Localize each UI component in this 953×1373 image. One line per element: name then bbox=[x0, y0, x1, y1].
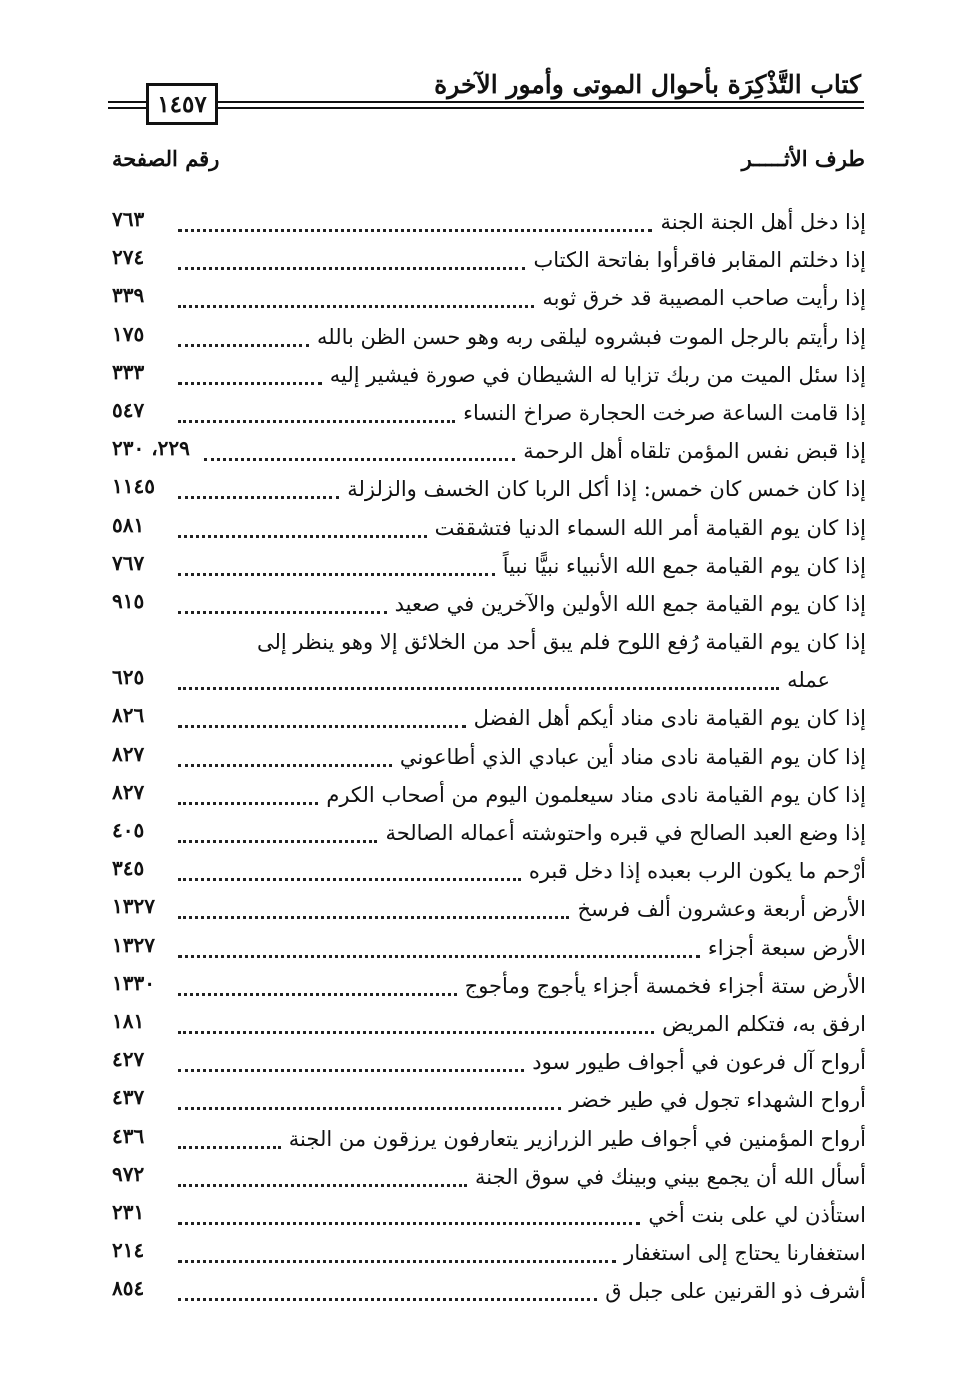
index-entry bbox=[108, 241, 866, 279]
entry-text: استأذن لي على بنت أخي bbox=[648, 1202, 866, 1227]
entry-page-number: ٨٢٦ bbox=[112, 703, 145, 728]
entry-page-number: ٧٦٧ bbox=[112, 550, 145, 575]
entry-text: أرواح الشهداء تجول في طير خضر bbox=[569, 1088, 866, 1113]
dot-leader bbox=[178, 725, 466, 728]
index-entry bbox=[108, 394, 866, 432]
index-entry bbox=[108, 318, 866, 356]
index-entry bbox=[108, 1158, 866, 1196]
index-entry bbox=[108, 623, 866, 699]
index-entry bbox=[108, 929, 866, 967]
index-entry bbox=[108, 738, 866, 776]
entry-page-number: ٣٣٩ bbox=[112, 283, 145, 308]
index-entry bbox=[108, 1043, 866, 1081]
entry-page-number: ٤٠٥ bbox=[112, 818, 145, 843]
index-entry bbox=[108, 203, 866, 241]
entry-page-number: ١١٤٥ bbox=[112, 474, 155, 499]
entry-page-number: ٨٢٧ bbox=[112, 741, 145, 766]
entry-page-number: ٢٢٩، ٢٣٠ bbox=[112, 436, 190, 461]
dot-leader bbox=[178, 305, 534, 308]
entry-text: أشرف ذو القرنين على جبل ق bbox=[605, 1279, 866, 1304]
index-entry bbox=[108, 1234, 866, 1272]
index-entry bbox=[108, 1272, 866, 1310]
dot-leader bbox=[178, 344, 309, 347]
text-column-header: طرف الأثـــــر bbox=[741, 146, 865, 171]
entry-text: إذا دخل أهل الجنة الجنة bbox=[660, 210, 866, 234]
index-entry bbox=[108, 776, 866, 814]
entry-page-number: ٨٢٧ bbox=[112, 779, 145, 804]
entry-text: استغفارنا يحتاج إلى استغفار bbox=[624, 1241, 866, 1266]
index-entry bbox=[108, 356, 866, 394]
page-number: ١٤٥٧ bbox=[157, 90, 207, 118]
dot-leader bbox=[178, 1184, 467, 1187]
entry-text: ارفق به، فتكلم المريض bbox=[662, 1011, 866, 1036]
entry-text: إذا كان خمس كان خمس: إذا أكل الربا كان الخسف والزلزلة bbox=[347, 477, 866, 502]
entry-page-number: ٤٣٧ bbox=[112, 1085, 145, 1110]
dot-leader bbox=[178, 1069, 524, 1072]
dot-leader bbox=[178, 1298, 597, 1301]
entry-text: الأرض سبعة أجزاء bbox=[707, 935, 866, 960]
entry-text: إذا كان يوم القيامة نادى مناد سيعلمون اليوم من أصحاب الكرم bbox=[326, 782, 866, 807]
dot-leader bbox=[178, 611, 387, 614]
entry-page-number: ٢٣١ bbox=[112, 1199, 145, 1224]
entry-page-number: ٩٧٢ bbox=[112, 1161, 145, 1186]
entry-page-number: ٤٢٧ bbox=[112, 1047, 145, 1072]
entry-page-number: ٥٤٧ bbox=[112, 397, 145, 422]
entry-text: إذا رأيتم بالرجل الموت فبشروه ليلقى ربه وهو حسن الظن بالله bbox=[317, 324, 866, 349]
index-entry bbox=[108, 509, 866, 547]
index-entry bbox=[108, 432, 866, 470]
index-entry bbox=[108, 890, 866, 928]
dot-leader bbox=[178, 802, 318, 805]
index-entry bbox=[108, 967, 866, 1005]
dot-leader bbox=[178, 382, 322, 385]
entry-text: إذا كان يوم القيامة جمع الله الأنبياء نبيًّا نبياً bbox=[502, 553, 866, 578]
index-entry bbox=[108, 279, 866, 317]
entry-page-number: ٣٤٥ bbox=[112, 856, 145, 881]
entry-text: إذا سئل الميت من ربك تزايا له الشيطان في صورة فيشير إليه bbox=[329, 362, 866, 387]
entry-text: أسأل الله أن يجمع بيني وبينك في سوق الجنة bbox=[475, 1164, 866, 1189]
entry-text: إذا كان يوم القيامة نادى مناد أيكم أهل الفضل bbox=[473, 706, 866, 731]
dot-leader bbox=[178, 535, 427, 538]
dot-leader bbox=[178, 496, 339, 499]
index-entry bbox=[108, 547, 866, 585]
entry-page-number: ٦٢٥ bbox=[112, 665, 145, 690]
dot-leader bbox=[178, 1031, 654, 1034]
entry-text: أرواح آل فرعون في أجواف طيور سود bbox=[532, 1050, 866, 1075]
entry-page-number: ١٣٢٧ bbox=[112, 932, 155, 957]
index-entry bbox=[108, 814, 866, 852]
entry-page-number: ١٣٢٧ bbox=[112, 894, 155, 919]
dot-leader bbox=[178, 229, 652, 232]
dot-leader bbox=[178, 840, 377, 843]
entry-page-number: ٤٣٦ bbox=[112, 1123, 145, 1148]
book-title: كتاب التَّذْكِرَة بأحوال الموتى وأمور الآخرة bbox=[434, 70, 861, 99]
entry-text: إذا وضع العبد الصالح في قبره واحتوشته أعماله الصالحة bbox=[385, 821, 866, 846]
entry-page-number: ١٧٥ bbox=[112, 321, 145, 346]
entry-text: الأرض أربعة وعشرون ألف فرسخ bbox=[577, 897, 866, 922]
dot-leader bbox=[178, 420, 455, 423]
dot-leader bbox=[178, 764, 392, 767]
page-number-box bbox=[146, 83, 218, 125]
entry-text: أرْحم ما يكون الرب بعبده إذا دخل قبره bbox=[528, 859, 866, 884]
entry-text: إذا كان يوم القيامة رُفع اللوح فلم يبق أحد من الخلائق إلا وهو ينظر إلى bbox=[256, 630, 866, 655]
entry-text: إذا رأيت صاحب المصيبة قد خرق ثوبه bbox=[542, 286, 866, 311]
dot-leader bbox=[178, 1260, 616, 1263]
dot-leader bbox=[178, 1222, 640, 1225]
index-entries bbox=[108, 203, 866, 1310]
index-entry bbox=[108, 1005, 866, 1043]
dot-leader bbox=[178, 878, 521, 881]
entry-page-number: ٥٨١ bbox=[112, 512, 145, 537]
index-entry bbox=[108, 470, 866, 508]
entry-text-continuation: عمله bbox=[787, 668, 830, 693]
dot-leader bbox=[178, 687, 779, 690]
entry-page-number: ١٨١ bbox=[112, 1008, 145, 1033]
index-entry bbox=[108, 852, 866, 890]
dot-leader bbox=[178, 1146, 281, 1149]
entry-page-number: ٢٧٤ bbox=[112, 245, 145, 270]
header-rule-bottom bbox=[108, 107, 864, 109]
entry-text: إذا كان يوم القيامة جمع الله الأولين والآخرين في صعيد bbox=[394, 591, 866, 616]
entry-text: إذا دخلتم المقابر فاقرأوا بفاتحة الكتاب bbox=[533, 248, 866, 273]
entry-text: إذا قامت الساعة صرخت الحجارة صراخ النساء bbox=[463, 400, 866, 425]
dot-leader bbox=[178, 916, 569, 919]
dot-leader bbox=[178, 955, 700, 958]
dot-leader bbox=[178, 1107, 561, 1110]
entry-page-number: ٧٦٣ bbox=[112, 207, 145, 231]
entry-text: أرواح المؤمنين في أجواف طير الزرازير يتعارفون يرزقون من الجنة bbox=[288, 1126, 866, 1151]
index-entry bbox=[108, 585, 866, 623]
entry-page-number: ٢١٤ bbox=[112, 1238, 145, 1263]
entry-page-number: ٣٣٣ bbox=[112, 359, 145, 384]
dot-leader bbox=[178, 573, 495, 576]
page-column-header: رقم الصفحة bbox=[112, 146, 220, 171]
entry-page-number: ١٣٣٠ bbox=[112, 970, 155, 995]
entry-page-number: ٩١٥ bbox=[112, 588, 145, 613]
entry-text: إذا كان يوم القيامة أمر الله السماء الدنيا فتشققت bbox=[434, 515, 866, 540]
entry-page-number: ٨٥٤ bbox=[112, 1276, 145, 1301]
dot-leader bbox=[178, 267, 525, 270]
entry-text: إذا كان يوم القيامة نادى مناد أين عبادي الذي أطاعوني bbox=[399, 744, 866, 769]
entry-text: الأرض ستة أجزاء فخمسة أجزاء يأجوج ومأجوج bbox=[464, 973, 866, 998]
header-rule-top bbox=[108, 101, 864, 103]
entry-text: إذا قبض نفس المؤمن تلقاه أهل الرحمة bbox=[523, 439, 866, 464]
dot-leader bbox=[178, 993, 457, 996]
index-entry bbox=[108, 1120, 866, 1158]
index-entry bbox=[108, 1081, 866, 1119]
dot-leader bbox=[204, 458, 515, 461]
index-entry bbox=[108, 699, 866, 737]
index-entry bbox=[108, 1196, 866, 1234]
